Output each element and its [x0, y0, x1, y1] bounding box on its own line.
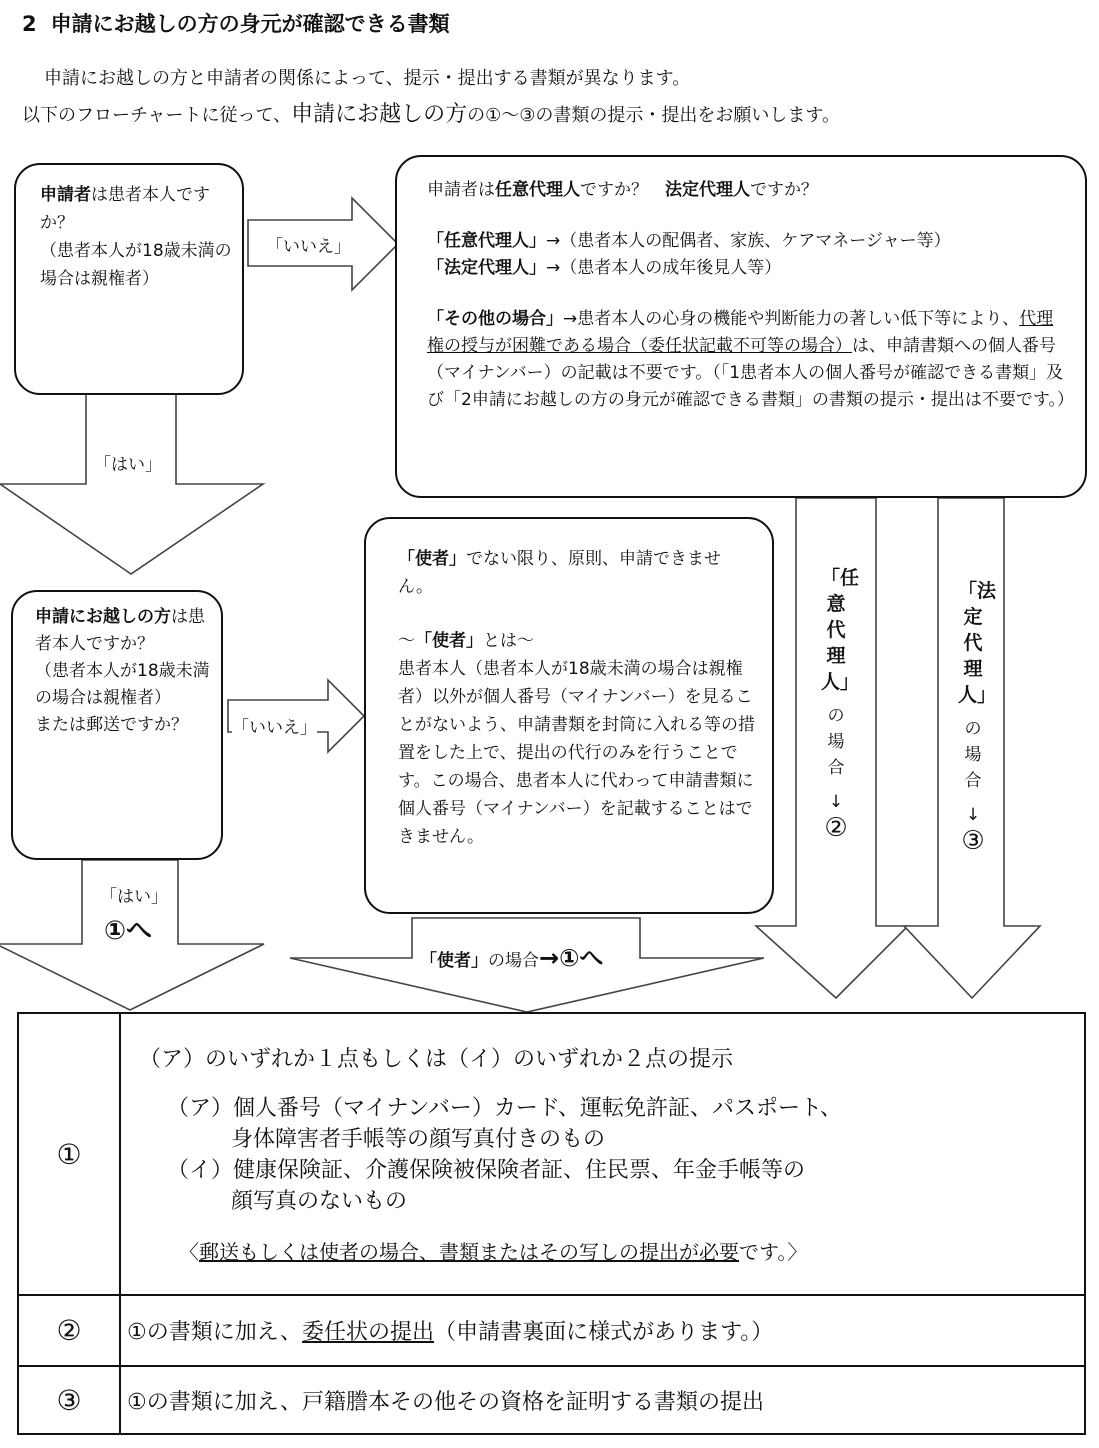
- question-visitor-text: [35, 604, 213, 658]
- rep-other-underline: 代理権の授与が困難である場合（委任状記載不可等の場合）: [427, 309, 1054, 356]
- intro-line-2-suffix: の①～③の書類の提示・提出をお願いします。: [467, 105, 840, 126]
- documents-row-1-note-open: 〈: [179, 1240, 199, 1264]
- case-hotei-label-text: 「法定代理人」: [958, 580, 997, 706]
- documents-row-3-number: ③: [18, 1366, 120, 1434]
- arrow-q1-yes: [0, 394, 263, 574]
- intro-line-1: 申請にお越しの方と申請者の関係によって、提示・提出する書類が異なります。: [44, 68, 691, 89]
- label-q2-goto-1: ①へ: [104, 910, 152, 947]
- messenger-line1: [398, 545, 756, 601]
- messenger-definition-text: 患者本人（患者本人が18歳未満の場合は親権者）以外が個人番号（マイナンバー）を見ることがないよう、申請書類を封筒に入れる等の措置をした上で、提出の代行のみを行うことです。この場合、患者本人に代わって申請書類に個人番号（マイナンバー）を記載することはできません。: [398, 659, 755, 847]
- rep-nin-line: [427, 228, 1069, 255]
- question-visitor-main: は患者本人ですか？: [35, 607, 205, 654]
- label-q2-no: 「いいえ」: [232, 713, 317, 738]
- rep-hotei-label: 「法定代理人」: [427, 258, 546, 278]
- label-q1-yes: 「はい」: [94, 450, 162, 475]
- question-visitor-bold: 申請にお越しの方: [35, 607, 171, 627]
- documents-row-1: [18, 1013, 1085, 1295]
- case-nin-label: [821, 565, 860, 843]
- question-applicant-note: （患者本人が18歳未満の場合は親権者）: [40, 241, 232, 289]
- documents-row-2-number: ②: [18, 1295, 120, 1366]
- question-visitor-note: （患者本人が18歳未満の場合は親権者）: [35, 661, 210, 708]
- messenger-def-bold: 「使者」: [415, 631, 483, 651]
- documents-table: [17, 1012, 1086, 1435]
- documents-row-2-pre: ①の書類に加え、: [127, 1320, 303, 1345]
- case-nin-goto: ②: [824, 813, 848, 843]
- rep-question-pre: 申請者は: [427, 180, 495, 200]
- rep-hotei-line: [427, 255, 1069, 282]
- rep-other-desc3: （「1患者本人の個人番号が確認できる書類」及び「2申請にお越しの方の身元が確認できる書類」の書類の提示・提出は不要です。）: [427, 363, 1074, 410]
- documents-row-3: [18, 1366, 1085, 1434]
- section-title-text: 申請にお越しの方の身元が確認できる書類: [50, 12, 450, 36]
- rep-question-nin: 任意代理人: [495, 180, 580, 200]
- rep-nin-desc: →（患者本人の配偶者、家族、ケアマネージャー等）: [546, 231, 951, 251]
- label-messenger-case-text: の場合: [488, 951, 539, 971]
- case-hotei-suffix: の場合: [964, 719, 982, 791]
- rep-other-desc1: →患者本人の心身の機能や判断能力の著しい低下等により、: [563, 309, 1020, 329]
- documents-row-3-content: ①の書類に加え、戸籍謄本その他その資格を証明する書類の提出: [120, 1366, 1085, 1434]
- documents-row-1-heading: （ア）のいずれか１点もしくは（イ）のいずれか２点の提示: [139, 1047, 734, 1072]
- section-number: 2: [22, 12, 37, 36]
- rep-other-desc2: は、申請書類への個人番号（マイナンバー）の記載は不要です。: [427, 336, 1056, 383]
- label-messenger-case-goto: →①へ: [539, 944, 604, 972]
- messenger-definition-title: [398, 627, 756, 655]
- representative-box: [395, 155, 1087, 498]
- rep-question-mid: ですか？: [580, 180, 665, 200]
- case-nin-suffix: の場合: [827, 706, 845, 778]
- question-applicant-text: [40, 181, 232, 237]
- question-box-visitor: [11, 590, 223, 860]
- intro-line-2-prefix: 以下のフローチャートに従って、: [22, 105, 292, 126]
- documents-row-1-note-underline: 郵送もしくは使者の場合、書類またはその写しの提出が必要: [199, 1240, 739, 1264]
- intro-line-2-emphasis: 申請にお越しの方: [291, 102, 468, 127]
- documents-row-1-a1: （ア）個人番号（マイナンバー）カード、運転免許証、パスポート、: [167, 1096, 842, 1121]
- documents-row-1-content: [120, 1013, 1085, 1295]
- documents-row-2-post: （申請書裏面に様式があります。）: [434, 1320, 774, 1345]
- question-applicant-main: は患者本人ですか？: [40, 185, 210, 233]
- label-q1-no: 「いいえ」: [266, 232, 351, 257]
- label-messenger-case-bold: 「使者」: [420, 951, 488, 971]
- label-messenger-case: [420, 938, 603, 973]
- messenger-box: [364, 517, 774, 914]
- documents-row-1-number: ①: [18, 1013, 120, 1295]
- case-nin-label-text: 「任意代理人」: [821, 567, 860, 693]
- rep-question: [427, 177, 1069, 204]
- rep-nin-label: 「任意代理人」: [427, 231, 546, 251]
- documents-row-1-b2: 顔写真のないもの: [231, 1189, 408, 1214]
- case-hotei-goto: ③: [961, 826, 985, 856]
- case-hotei-arrow: ↓: [965, 805, 981, 825]
- rep-question-hotei: 法定代理人: [665, 180, 750, 200]
- documents-row-1-a2: 身体障害者手帳等の顔写真付きのもの: [231, 1127, 606, 1152]
- case-hotei-label: [958, 578, 997, 856]
- documents-row-2-underline: 委任状の提出: [302, 1320, 435, 1345]
- question-applicant-bold: 申請者: [40, 185, 91, 205]
- rep-other-paragraph: [427, 306, 1074, 414]
- messenger-line1-text: でない限り、原則、申請できません。: [398, 549, 721, 597]
- messenger-def-pre: ～: [398, 631, 415, 651]
- documents-row-1-note-close: です。〉: [739, 1240, 808, 1264]
- rep-other-label: 「その他の場合」: [427, 309, 563, 329]
- label-q2-yes: 「はい」: [100, 882, 168, 907]
- messenger-line1-bold: 「使者」: [398, 549, 466, 569]
- documents-row-1-b1: （イ）健康保険証、介護保険被保険者証、住民票、年金手帳等の: [167, 1158, 806, 1183]
- question-box-applicant: [14, 163, 244, 395]
- documents-row-2: [18, 1295, 1085, 1366]
- rep-hotei-desc: →（患者本人の成年後見人等）: [546, 258, 782, 278]
- case-nin-arrow: ↓: [828, 792, 844, 812]
- question-visitor-note2: または郵送ですか？: [35, 715, 188, 735]
- messenger-def-post: とは～: [483, 631, 534, 651]
- rep-question-end: ですか？: [750, 180, 818, 200]
- documents-row-2-content: [120, 1295, 1085, 1366]
- documents-row-1-note: [139, 1237, 1084, 1268]
